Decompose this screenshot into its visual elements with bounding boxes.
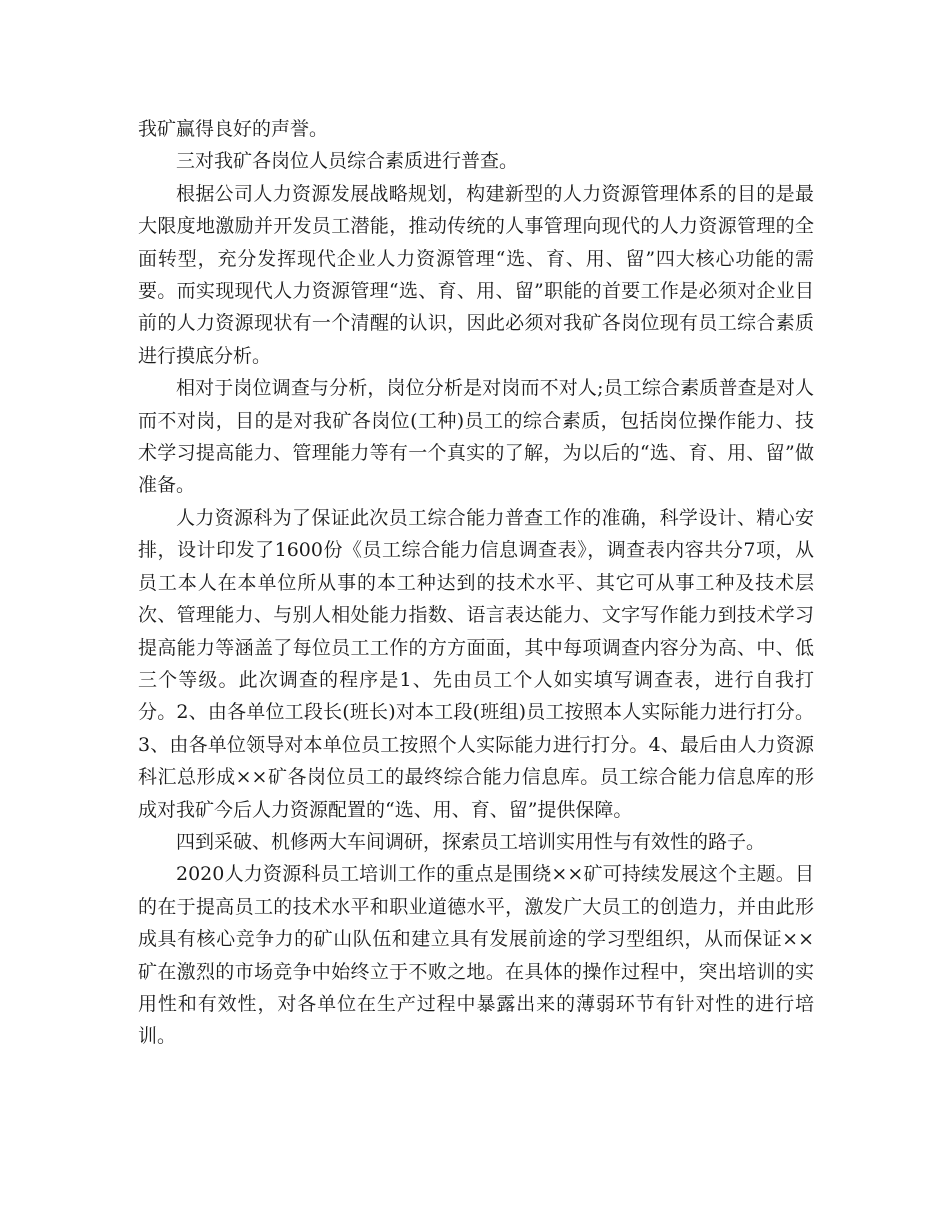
paragraph-continuation: 我矿赢得良好的声誉。 xyxy=(138,118,329,140)
section-heading-three: 三对我矿各岗位人员综合素质进行普查。 xyxy=(176,150,519,173)
paragraph-position-analysis: 相对于岗位调查与分析，岗位分析是对岗而不对人;员工综合素质普查是对人而不对岗，目的是对我矿各岗位(工种)员工的综合素质，包括岗位操作能力、技术学习提高能力、管理能力等有一个真实的了解，为以后的“选、育、用、留”做准备。 xyxy=(138,377,814,497)
section-heading-four: 四到采破、机修两大车间调研，探索员工培训实用性与有效性的路子。 xyxy=(176,830,766,853)
paragraph-survey: 人力资源科为了保证此次员工综合能力普查工作的准确，科学设计、精心安排，设计印发了1600份《员工综合能力信息调查表》，调查表内容共分7项，从员工本人在本单位所从事的本工种达到的技术水平、其它可从事工种及技术层次、管理能力、与别人相处能力指数、语言表达能力、文字写作能力到技术学习提高能力等涵盖了每位员工工作的方方面面，其中每项调查内容分为高、中、低三个等级。此次调查的程序是1、先由员工个人如实填写调查表，进行自我打分。2、由各单位工段长(班长)对本工段(班组)员工按照本人实际能力进行打分。3、由各单位领导对本单位员工按照个人实际能力进行打分。4、最后由人力资源科汇总形成××矿各岗位员工的最终综合能力信息库。员工综合能力信息库的形成对我矿今后人力资源配置的“选、用、育、留”提供保障。 xyxy=(138,506,814,821)
paragraph-training: 2020人力资源科员工培训工作的重点是围绕××矿可持续发展这个主题。目的在于提高员工的技术水平和职业道德水平，激发广大员工的创造力，并由此形成具有核心竞争力的矿山队伍和建立具有发展前途的学习型组织，从而保证××矿在激烈的市场竞争中始终立于不败之地。在具体的操作过程中，突出培训的实用性和有效性，对各单位在生产过程中暴露出来的薄弱环节有针对性的进行培训。 xyxy=(138,863,814,1048)
paragraph-strategy: 根据公司人力资源发展战略规划，构建新型的人力资源管理体系的目的是最大限度地激励并开发员工潜能，推动传统的人事管理向现代的人力资源管理的全面转型，充分发挥现代企业人力资源管理“选、育、用、留”四大核心功能的需要。而实现现代人力资源管理“选、育、用、留”职能的首要工作是必须对企业目前的人力资源现状有一个清醒的认识，因此必须对我矿各岗位现有员工综合素质进行摸底分析。 xyxy=(138,182,814,367)
